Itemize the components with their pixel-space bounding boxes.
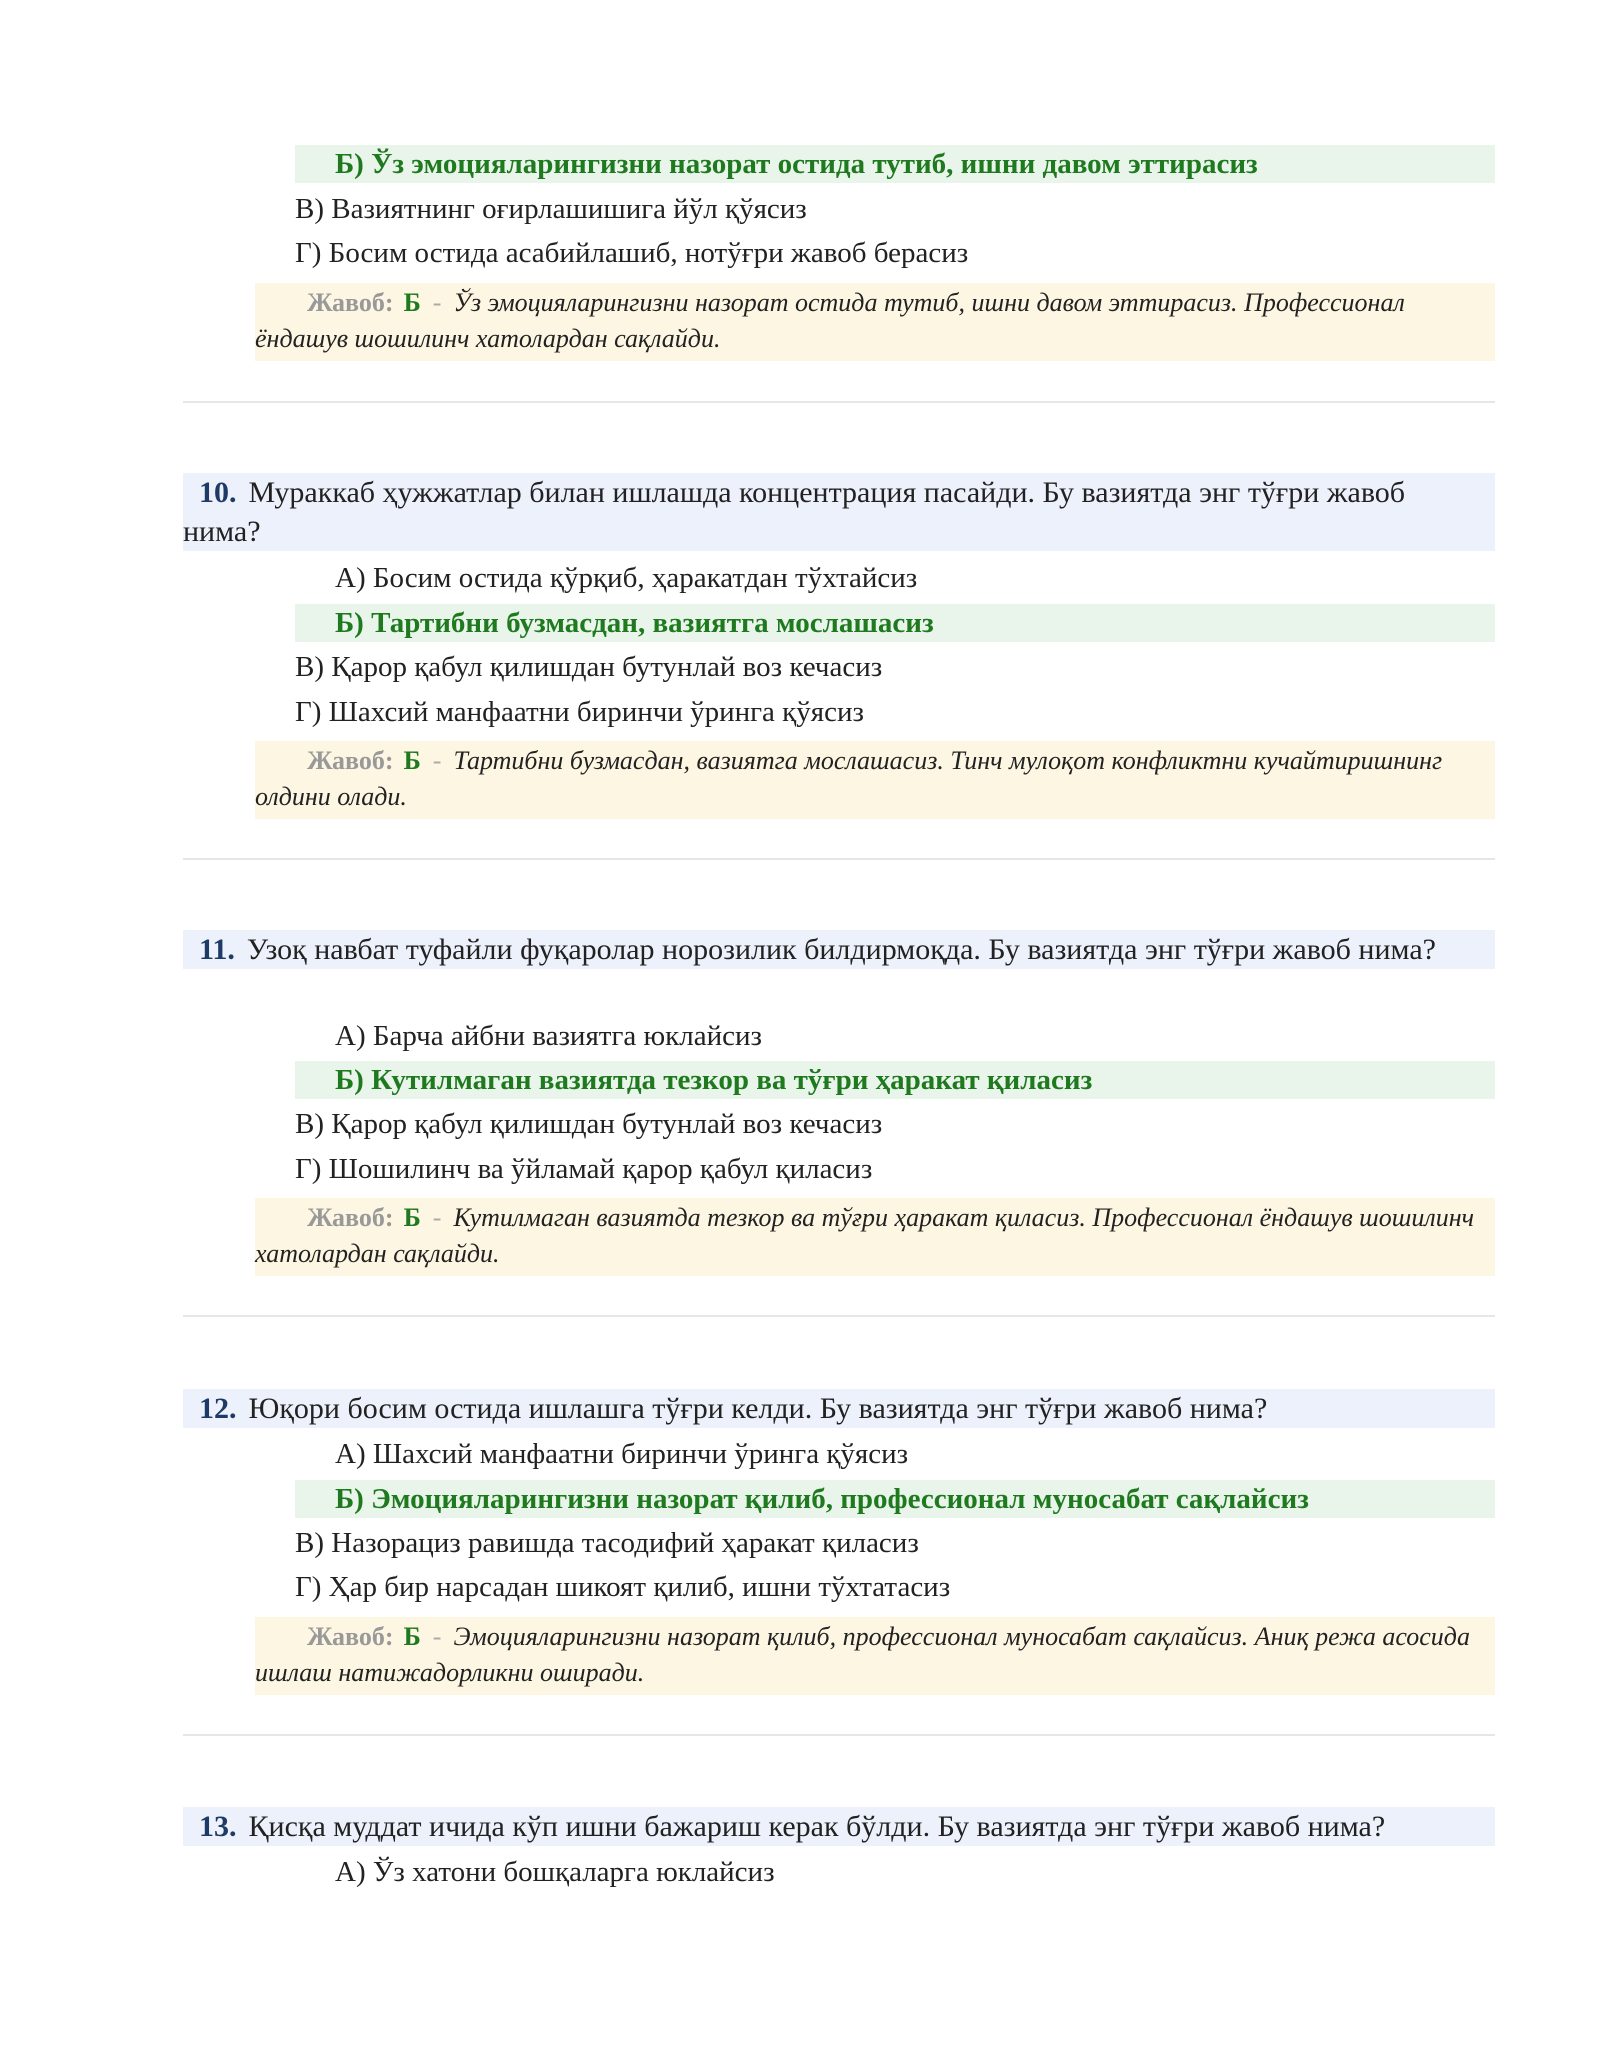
question-13 [183,1807,1495,1846]
answer-letter: Б [403,1203,421,1232]
answer-text: Эмоцияларингизни назорат қилиб, профессионал муносабат сақлайсиз. Аниқ режа асосида ишлаш натижадорликни оширади. [255,1622,1470,1687]
q11-option-v: В) Қарор қабул қилишдан бутунлай воз кечасиз [295,1108,883,1140]
question-number: 13. [199,1810,237,1843]
answer-text: Ўз эмоцияларингизни назорат остида тутиб, ишни давом эттирасиз. Профессионал ёндашув шошилинч хатолардан сақлайди. [255,288,1405,353]
answer-text: Кутилмаган вазиятда тезкор ва тўғри ҳаракат қиласиз. Профессионал ёндашув шошилинч хатолардан сақлайди. [255,1203,1475,1268]
q9-answer-box [255,283,1495,361]
q10-answer-box [255,741,1495,819]
question-11 [183,930,1495,969]
question-divider [183,401,1495,403]
q11-option-a: А) Барча айбни вазиятга юклайсиз [335,1020,762,1052]
answer-letter: Б [403,746,421,775]
q13-option-a: А) Ўз хатони бошқаларга юклайсиз [335,1856,775,1888]
question-text: Юқори босим остида ишлашга тўғри келди. Бу вазиятда энг тўғри жавоб нима? [248,1392,1268,1425]
answer-dash: - [432,288,442,317]
answer-dash: - [432,746,442,775]
q12-option-v: В) Назорациз равишда тасодифий ҳаракат қиласиз [295,1527,919,1559]
question-number: 10. [199,476,237,509]
answer-letter: Б [403,288,421,317]
answer-letter: Б [403,1622,421,1651]
q12-answer-box [255,1617,1495,1695]
question-number: 12. [199,1392,237,1425]
q10-option-g: Г) Шахсий манфаатни биринчи ўринга қўясиз [295,696,864,728]
answer-label: Жавоб: [307,746,394,775]
answer-dash: - [432,1622,442,1651]
q12-option-b-correct: Б) Эмоцияларингизни назорат қилиб, профессионал муносабат сақлайсиз [295,1480,1495,1518]
q9-option-v: В) Вазиятнинг оғирлашишига йўл қўясиз [295,193,807,225]
question-number: 11. [199,933,235,966]
q9-option-b-correct: Б) Ўз эмоцияларингизни назорат остида тутиб, ишни давом эттирасиз [295,145,1495,183]
q10-option-b-correct: Б) Тартибни бузмасдан, вазиятга мослашасиз [295,604,1495,642]
answer-text: Тартибни бузмасдан, вазиятга мослашасиз. Тинч мулоқот конфликтни кучайтиришнинг олдини олади. [255,746,1443,811]
question-divider [183,1734,1495,1736]
question-text: Мураккаб ҳужжатлар билан ишлашда концентрация пасайди. Бу вазиятда энг тўғри жавоб нима? [183,476,1406,548]
q9-option-g: Г) Босим остида асабийлашиб, нотўғри жавоб берасиз [295,237,969,269]
q11-option-b-correct: Б) Кутилмаган вазиятда тезкор ва тўғри ҳаракат қиласиз [295,1061,1495,1099]
question-text: Узоқ навбат туфайли фуқаролар норозилик билдирмоқда. Бу вазиятда энг тўғри жавоб нима? [246,933,1436,966]
answer-dash: - [432,1203,442,1232]
question-12 [183,1389,1495,1428]
answer-label: Жавоб: [307,1622,394,1651]
q12-option-g: Г) Ҳар бир нарсадан шикоят қилиб, ишни тўхтатасиз [295,1571,951,1603]
question-10 [183,473,1495,551]
answer-label: Жавоб: [307,1203,394,1232]
q10-option-v: В) Қарор қабул қилишдан бутунлай воз кечасиз [295,651,883,683]
q11-option-g: Г) Шошилинч ва ўйламай қарор қабул қиласиз [295,1153,873,1185]
question-text: Қисқа муддат ичида кўп ишни бажариш керак бўлди. Бу вазиятда энг тўғри жавоб нима? [248,1810,1386,1843]
q10-option-a: А) Босим остида қўрқиб, ҳаракатдан тўхтайсиз [335,562,918,594]
question-divider [183,1315,1495,1317]
question-divider [183,858,1495,860]
answer-label: Жавоб: [307,288,394,317]
q12-option-a: А) Шахсий манфаатни биринчи ўринга қўясиз [335,1438,909,1470]
q11-answer-box [255,1198,1495,1276]
